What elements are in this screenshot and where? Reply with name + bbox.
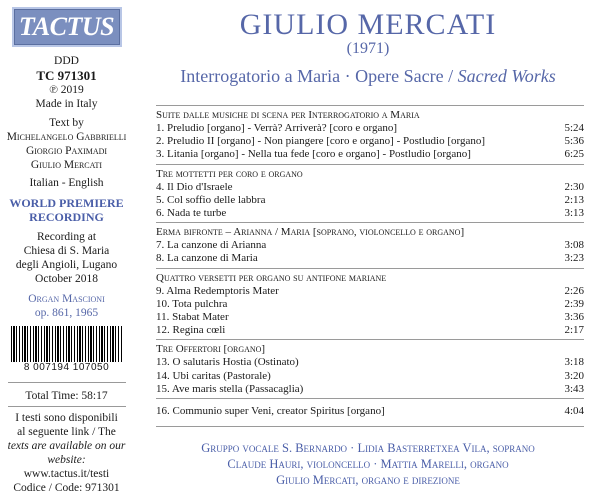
track-row [156,148,584,161]
credit-line: Gruppo vocale S. Bernardo · Lidia Basterretxea Vila, soprano [201,441,535,455]
subtitle-separator: / [443,66,458,86]
track-duration: 5:24 [564,122,584,134]
divider [156,426,584,427]
recording-line: Recording at [36,231,97,243]
performer-credits [148,440,588,488]
subtitle-main: Interrogatorio a Maria · Opere Sacre [180,66,444,86]
format: DDD [54,55,79,67]
track-duration: 3:18 [564,356,584,369]
languages: Italian - English [29,177,104,189]
track-duration: 3:36 [564,311,584,324]
divider [156,105,584,106]
total-time: Total Time: 58:17 [25,390,108,402]
track-row [156,135,584,148]
track-title: 13. O salutaris Hostia (Ostinato) [156,356,299,369]
track-title: 5. Col soffio delle labbra [156,193,266,206]
track-row [156,194,584,207]
track-row [156,285,584,298]
track-duration: 3:20 [564,369,584,382]
note-line: al seguente link / The [17,426,116,438]
track-duration: 3:13 [564,207,584,220]
organ-line: op. 861, 1965 [34,307,99,319]
track-row [156,356,584,369]
track-row [156,239,584,252]
left-column [0,0,133,503]
divider [8,406,126,407]
track-row [156,370,584,383]
track-title: 15. Ave maris stella (Passacaglia) [156,382,304,395]
section-heading: Quattro versetti per organo su antifone mariane [156,271,387,284]
track-row [156,181,584,194]
composer-years: (1971) [346,40,390,57]
note-line: Codice / Code: 971301 [13,482,120,494]
composer-title: GIULIO MERCATI [239,8,497,41]
texts-note [0,411,133,495]
track-title: 11. Stabat Mater [156,311,229,324]
track-row [156,383,584,396]
track-title: 4. Il Dio d'Israele [156,180,233,193]
track-title: 8. La canzone di Maria [156,252,258,265]
track-row [156,324,584,337]
divider [8,382,126,383]
section-heading: Suite dalle musiche di scena per Interrogatorio a Maria [156,109,420,121]
divider [156,339,584,340]
track-duration: 4:04 [564,405,584,418]
subtitle-alt: Sacred Works [457,66,556,86]
section-heading: Tre Offertori [organo] [156,343,266,356]
logo-text: TACTUS [18,12,115,41]
barcode-number: 8 007194 107050 [11,362,123,373]
track-duration: 2:30 [564,180,584,193]
divider [156,164,584,165]
barcode-bars [11,326,123,364]
track-title: 7. La canzone di Arianna [156,239,267,252]
track-title: 6. Nada te turbe [156,207,227,220]
tracklist [156,103,584,429]
track-title: 10. Tota pulchra [156,297,228,310]
premiere-line: WORLD PREMIERE [9,196,124,210]
track-title: 1. Preludio [organo] - Verrà? Arriverà? [coro e organo] [156,122,397,134]
catalog-number: TC 971301 [36,68,97,83]
track-duration: 3:23 [564,252,584,265]
note-line: website: [47,454,86,466]
recording-line: October 2018 [35,273,98,285]
album-subtitle [148,66,588,87]
track-duration: 6:25 [564,148,584,161]
track-row [156,252,584,265]
track-row [156,405,584,418]
track-title: 12. Regina cœli [156,324,226,337]
track-row [156,207,584,220]
tactus-logo [12,7,122,47]
track-duration: 5:36 [564,135,584,148]
track-duration: 3:08 [564,239,584,252]
website-link[interactable]: www.tactus.it/testi [23,468,110,480]
credit-line: Claude Hauri, violoncello · Mattia Marelli, organo [227,457,509,471]
track-title: 14. Ubi caritas (Pastorale) [156,369,271,382]
premiere-line: RECORDING [29,210,104,224]
track-row [156,298,584,311]
section-heading: Erma bifronte – Arianna / Maria [soprano, violoncello e organo] [156,226,465,239]
track-title: 2. Preludio II [organo] - Non piangere [coro e organo] - Postludio [organo] [156,135,486,148]
track-duration: 2:13 [564,193,584,206]
divider [156,268,584,269]
track-row [156,311,584,324]
note-line: texts are available on our [7,440,126,452]
track-duration: 2:17 [564,324,584,337]
recording-line: Chiesa di S. Maria [23,245,110,257]
author: Michelangelo Gabbrielli [6,131,127,143]
author: Giorgio Paximadi [25,145,108,157]
divider [156,398,584,399]
track-duration: 2:26 [564,284,584,297]
track-title: 3. Litania [organo] - Nella tua fede [coro e organo] - Postludio [organo] [156,148,471,161]
divider [156,222,584,223]
track-title: 16. Communio super Veni, creator Spiritus [organo] [156,405,385,418]
track-duration: 2:39 [564,297,584,310]
credit-line: Giulio Mercati, organo e direzione [276,473,460,487]
organ-line: Organ Mascioni [28,293,105,305]
text-by: Text by [49,117,84,129]
track-duration: 3:43 [564,382,584,395]
made-in: Made in Italy [35,98,98,110]
recording-line: degli Angioli, Lugano [15,259,118,271]
barcode [11,326,123,376]
section-heading: Tre mottetti per coro e organo [156,167,303,180]
track-row [156,122,584,135]
copyright-year: ℗ 2019 [49,84,84,96]
track-title: 9. Alma Redemptoris Mater [156,284,279,297]
author: Giulio Mercati [30,159,103,171]
note-line: I testi sono disponibili [15,412,118,424]
